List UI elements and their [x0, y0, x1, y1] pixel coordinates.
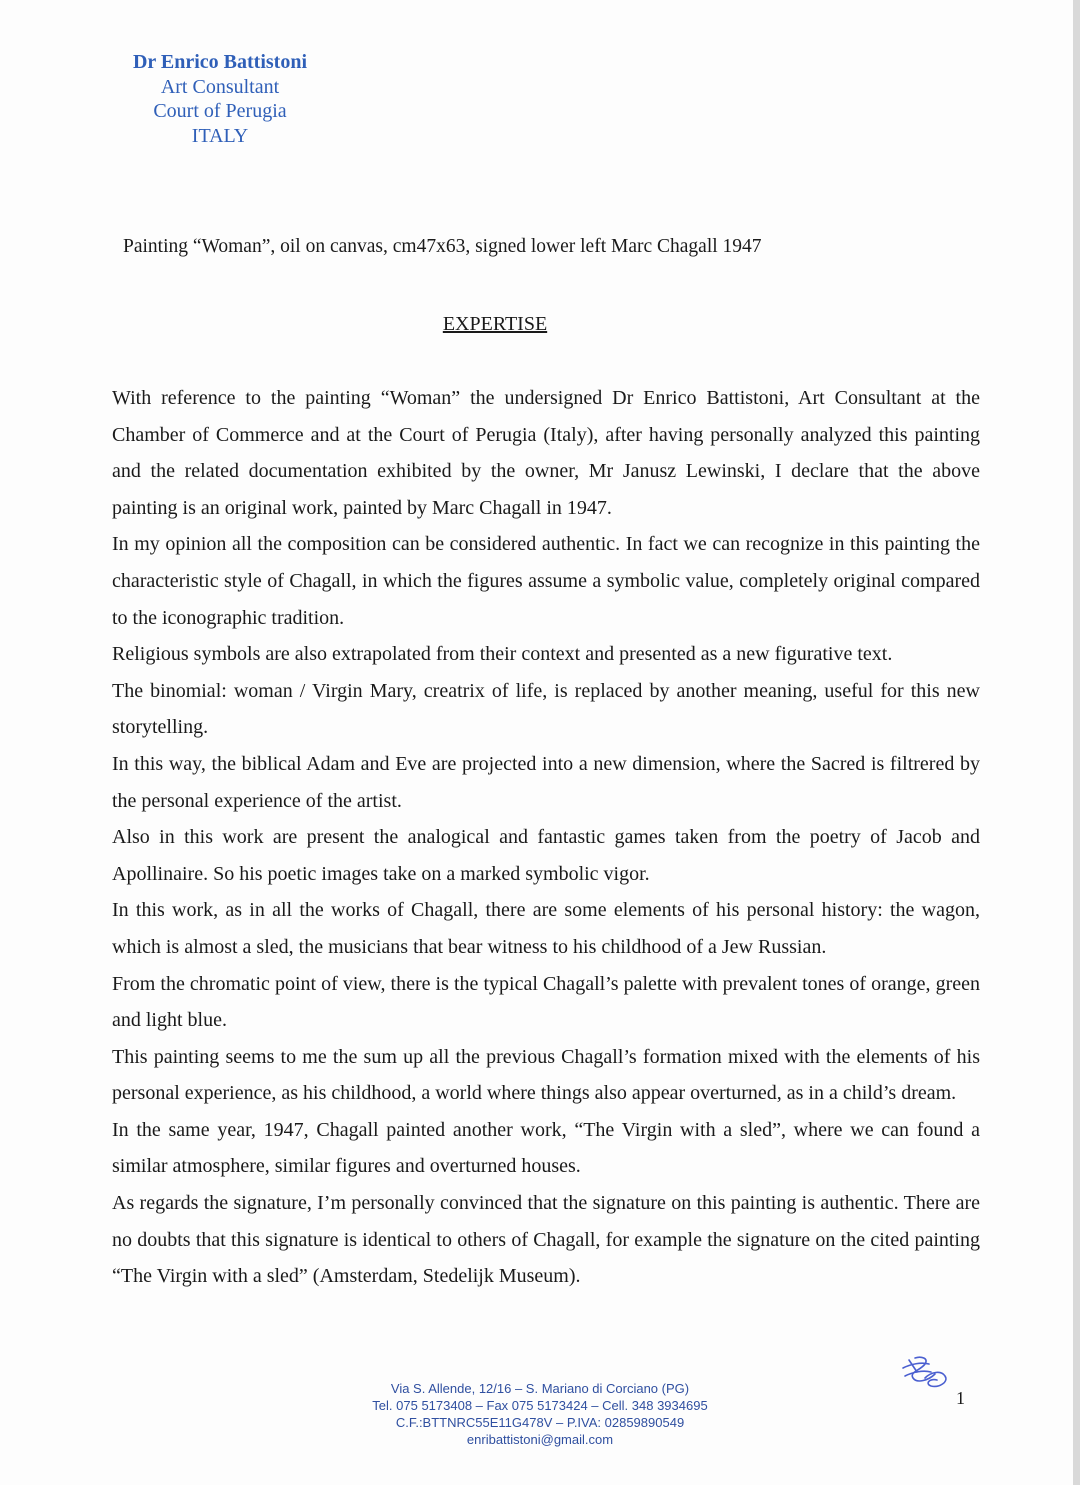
paragraph: This painting seems to me the sum up all the previous Chagall’s formation mixed with the elements of his personal experience, as his childhood, a world where things also appear overturned, as in a child’s dream. [112, 1045, 980, 1105]
author-name: Dr Enrico Battistoni [132, 51, 308, 73]
paragraph: Also in this work are present the analogical and fantastic games taken from the poetry of Jacob and Apollinaire. So his poetic images take on a marked symbolic vigor. [112, 826, 980, 885]
footer-phones: Tel. 075 5173408 – Fax 075 5173424 – Cell. 348 3934695 [372, 1398, 708, 1413]
paragraph: As regards the signature, I’m personally convinced that the signature on this painting is authentic. There are no doubts that this signature is identical to others of Chagall, for example the signature on the cited painting “The Virgin with a sled” (Amsterdam, Stedelijk Museum). [112, 1192, 980, 1288]
painting-subject-line: Painting “Woman”, oil on canvas, cm47x63, signed lower left Marc Chagall 1947 [123, 236, 762, 257]
footer-email: enribattistoni@gmail.com [466, 1432, 614, 1447]
paragraph: The binomial: woman / Virgin Mary, creatrix of life, is replaced by another meaning, useful for this new storytelling. [112, 679, 980, 739]
footer-address: Via S. Allende, 12/16 – S. Mariano di Corciano (PG) [390, 1381, 690, 1396]
author-court: Court of Perugia [153, 100, 287, 122]
document-heading: EXPERTISE [442, 313, 548, 335]
author-title: Art Consultant [160, 75, 280, 98]
paragraph: Religious symbols are also extrapolated from their context and presented as a new figurative text. [112, 643, 893, 666]
paragraph: With reference to the painting “Woman” the undersigned Dr Enrico Battistoni, Art Consultant at the Chamber of Commerce and at the Court of Perugia (Italy), after having personally analyzed this painting and the related documentation exhibited by the owner, Mr Janusz Lewinski, I declare that the above painting is an original work, painted by Marc Chagall in 1947. [112, 387, 980, 519]
paragraph: In this way, the biblical Adam and Eve are projected into a new dimension, where the Sacred is filtrered by the personal experience of the artist. [112, 752, 980, 812]
page-number: 1 [956, 1388, 965, 1408]
paragraph: In my opinion all the composition can be considered authentic. In fact we can recognize in this painting the characteristic style of Chagall, in which the figures assume a symbolic value, completely original compared to the iconographic tradition. [112, 533, 980, 629]
author-country: ITALY [191, 124, 249, 147]
footer-tax-ids: C.F.:BTTNRC55E11G478V – P.IVA: 02859890549 [395, 1415, 685, 1430]
footer-contact [330, 1380, 750, 1448]
handwritten-initials-icon [895, 1350, 960, 1395]
letterhead [120, 50, 320, 148]
expertise-body [112, 380, 980, 1295]
paragraph: In this work, as in all the works of Chagall, there are some elements of his personal history: the wagon, which is almost a sled, the musicians that bear witness to his childhood of a Jew Russian. [112, 899, 980, 958]
paragraph: In the same year, 1947, Chagall painted another work, “The Virgin with a sled”, where we can found a similar atmosphere, similar figures and overturned houses. [112, 1118, 980, 1178]
paragraph: From the chromatic point of view, there is the typical Chagall’s palette with prevalent tones of orange, green and light blue. [112, 972, 980, 1032]
